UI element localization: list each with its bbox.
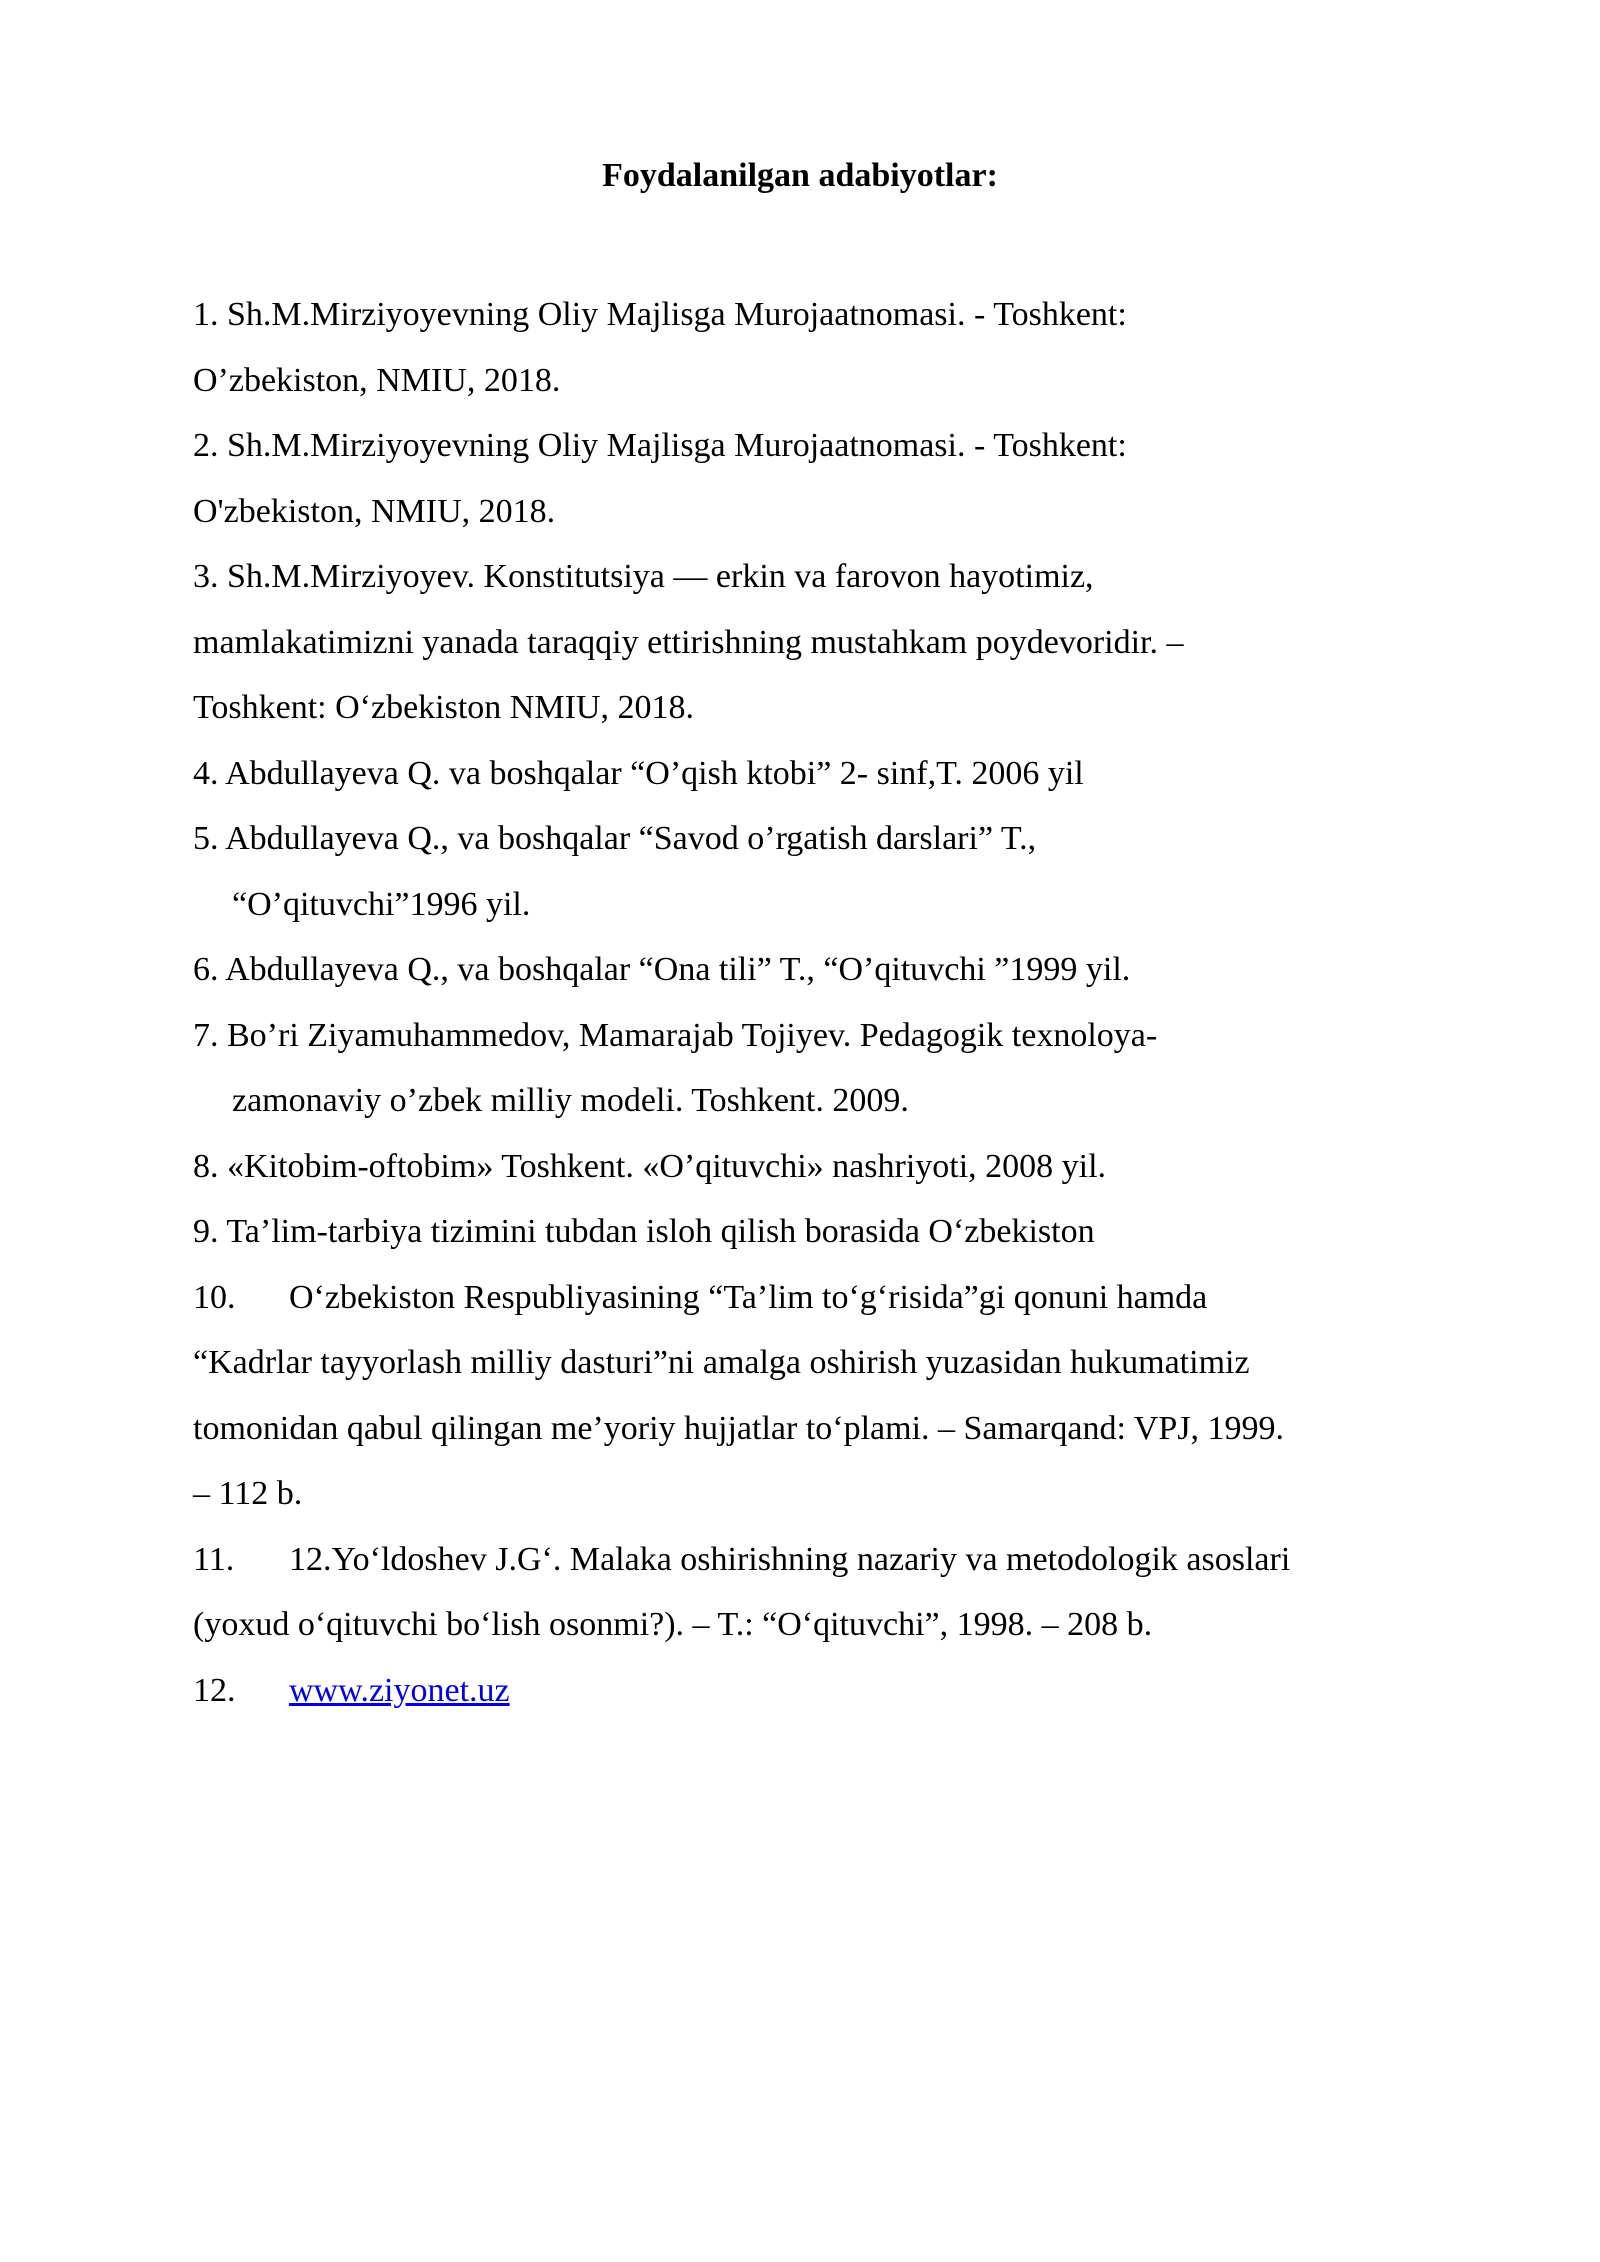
ziyonet-link[interactable]: www.ziyonet.uz [289,1671,510,1709]
reference-line: 8. «Kitobim-oftobim» Toshkent. «O’qituvchi» nashriyoti, 2008 yil. [193,1147,1107,1185]
reference-item-11 [193,1527,1453,1658]
reference-item-4 [193,741,1453,807]
reference-line: 3. Sh.M.Mirziyoyev. Konstitutsiya — erkin va farovon hayotimiz, [193,558,1094,595]
reference-text: O‘zbekiston Respubliyasining “Ta’lim to‘g‘risida”gi qonuni hamda [289,1278,1208,1316]
reference-item-1 [193,282,1453,413]
reference-line: zamonaviy o’zbek milliy modeli. Toshkent. 2009. [232,1082,909,1119]
reference-item-3 [193,544,1453,741]
reference-line: mamlakatimizni yanada taraqqiy ettirishning mustahkam poydevoridir. – [193,623,1184,661]
reference-item-12 [193,1658,1453,1724]
reference-line: O’zbekiston, NMIU, 2018. [193,361,561,399]
reference-line: – 112 b. [193,1475,303,1512]
reference-first-line [193,1265,1453,1331]
reference-item-8 [193,1134,1453,1200]
reference-line: 9. Ta’lim-tarbiya tizimini tubdan isloh qilish borasida O‘zbekiston [193,1213,1095,1250]
reference-first-line [193,1658,1453,1724]
reference-line: (yoxud o‘qituvchi bo‘lish osonmi?). – T.: “O‘qituvchi”, 1998. – 208 b. [193,1606,1153,1643]
reference-line: 6. Abdullayeva Q., va boshqalar “Ona tili” T., “O’qituvchi ”1999 yil. [193,951,1131,988]
reference-line: 7. Bo’ri Ziyamuhammedov, Mamarajab Tojiyev. Pedagogik texnoloya- [193,1016,1158,1054]
reference-item-7 [193,1003,1453,1134]
reference-line: 5. Abdullayeva Q., va boshqalar “Savod o’rgatish darslari” T., [193,820,1037,857]
reference-line: O'zbekiston, NMIU, 2018. [193,492,556,530]
reference-number: 11. [193,1540,235,1578]
reference-line: 2. Sh.M.Mirziyoyevning Oliy Majlisga Murojaatnomasi. - Toshkent: [193,427,1127,464]
reference-item-5 [193,806,1453,937]
reference-text: 12.Yo‘ldoshev J.G‘. Malaka oshirishning nazariy va metodologik asoslari [289,1540,1291,1578]
reference-item-2 [193,413,1453,544]
reference-line: “O’qituvchi”1996 yil. [232,885,531,923]
reference-item-10 [193,1265,1453,1527]
document-title: Foydalanilgan adabiyotlar: [602,157,998,194]
reference-line: 1. Sh.M.Mirziyoyevning Oliy Majlisga Murojaatnomasi. - Toshkent: [193,296,1127,333]
reference-line: tomonidan qabul qilingan me’yoriy hujjatlar to‘plami. – Samarqand: VPJ, 1999. [193,1409,1284,1447]
reference-first-line [193,1527,1453,1593]
reference-number: 12. [193,1671,236,1709]
reference-line: Toshkent: O‘zbekiston NMIU, 2018. [193,689,694,726]
reference-number: 10. [193,1278,236,1316]
reference-item-9 [193,1199,1453,1265]
reference-line: 4. Abdullayeva Q. va boshqalar “O’qish ktobi” 2- sinf,T. 2006 yil [193,754,1084,792]
reference-item-6 [193,937,1453,1003]
reference-list [193,282,1453,1723]
reference-line: “Kadrlar tayyorlash milliy dasturi”ni amalga oshirish yuzasidan hukumatimiz [193,1344,1250,1381]
